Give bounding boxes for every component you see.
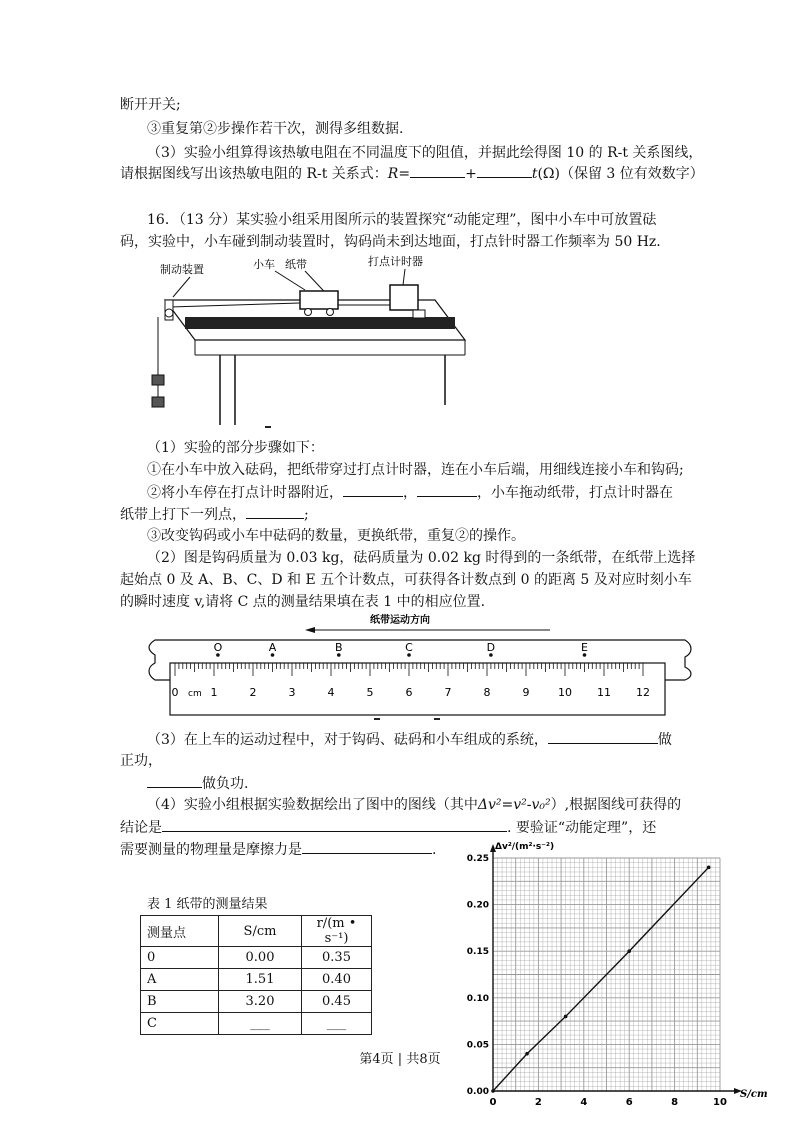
formula-t: t [531,166,538,182]
page-footer: 第4页 | 共8页 [359,1052,441,1067]
answer-blank[interactable] [246,504,304,519]
text-line [147,773,248,794]
answer-blank[interactable] [147,773,202,788]
text-segment: ②将小车停在打点计时器附近， [147,485,343,501]
table-header-row [141,916,372,947]
table-caption: 表 1 纸带的测量结果 [147,897,268,912]
table-cell: 3.20 [219,991,302,1013]
table-row [141,969,372,991]
data-point [491,1089,495,1093]
table-header: 测量点 [141,916,219,947]
apparatus-figure [145,255,475,435]
text-line [147,482,673,503]
text-segment: 结论是 [120,820,162,836]
ruler-label: 6 [405,686,413,699]
tape-point-label: B [335,641,343,654]
text-line [147,795,681,815]
tape-point-label: D [486,641,496,654]
answer-blank[interactable] [477,163,532,178]
plus-sign: + [465,166,477,182]
table-cell: 0.35 [302,947,372,969]
label-cart: 小车 [253,258,275,271]
data-point [707,866,711,870]
tape-point-label: O [213,641,223,654]
ruler-label: 2 [249,686,257,699]
x-tick-label: 4 [580,1097,588,1108]
text-line [120,839,436,860]
tape-point-label: C [405,641,413,654]
text-line [120,817,656,838]
ruler-label: 10 [558,686,572,699]
cart [300,291,338,309]
text-segment: . 要验证“动能定理”，还 [507,820,657,836]
tape-ruler-figure [145,605,710,720]
question-16-line: 16．（13 分）某实验小组采用图所示的装置探究“动能定理”，图中小车中可放置砝 [147,212,657,228]
ruler [170,663,665,715]
text-line: 断开开关; [120,97,181,113]
ruler-label: 9 [522,686,530,699]
table-header: r/(m • s⁻¹) [302,916,372,947]
text-line: 起始点 0 及 A、B、C、D 和 E 五个计数点，可获得各计数点到 0 的距离 5 及对应时刻小车 [120,572,692,588]
text-segment: 请根据图线写出该热敏电阻的 R-t 关系式： [120,166,388,182]
measurement-table [140,915,372,1035]
x-tick-label: 2 [534,1097,542,1108]
text-segment: 需要测量的物理量是摩擦力是 [120,842,302,858]
ruler-label: 1 [210,686,218,699]
table-row [141,991,372,1013]
text-segment: 纸带上打下一列点， [120,507,246,523]
table-cell: 0.45 [302,991,372,1013]
hanging-weight [152,397,164,407]
ruler-label: 11 [597,686,611,699]
formula-delta-v: Δv²=v²-v₀² [477,797,551,813]
ruler-label: 12 [636,686,650,699]
text-line: ①在小车中放入砝码，把纸带穿过打点计时器，连在小车后端，用细线连接小车和钩码; [147,462,684,478]
text-segment: 做负功. [202,776,249,792]
text-line: ③改变钩码或小车中砝码的数量，更换纸带，重复②的操作。 [147,528,525,544]
text-segment: 做 [657,732,672,748]
tape-point-label: A [268,641,277,654]
answer-cell[interactable]: ___ [219,1013,302,1035]
label-brake: 制动装置 [160,263,204,276]
text-line: （2）图是钩码质量为 0.03 kg，砝码质量为 0.02 kg 时得到的一条纸带，在纸带上选择 [147,550,696,566]
text-segment: ，小车拖动纸带，打点计时器在 [477,485,673,501]
ruler-label: 7 [444,686,452,699]
text-segment: ; [304,507,309,523]
table-cell: C [141,1013,219,1035]
y-tick-label: 0.25 [466,854,489,864]
answer-blank[interactable] [162,817,507,832]
data-point [564,1015,568,1019]
table-cell: 0.40 [302,969,372,991]
text-line: 的瞬时速度 v,请将 C 点的测量结果填在表 1 中的相应位置. [120,594,486,610]
formula-R: R= [387,166,411,182]
answer-blank[interactable] [343,482,403,497]
answer-cell[interactable]: ___ [302,1013,372,1035]
answer-blank[interactable] [302,839,432,854]
answer-blank[interactable] [417,482,477,497]
text-line [120,504,309,525]
x-tick-label: 10 [713,1097,727,1108]
y-tick-label: 0.20 [466,900,489,911]
tape-point-label: E [581,641,588,654]
ruler-unit: cm [188,689,202,699]
table-cell: 1.51 [219,969,302,991]
x-tick-label: 6 [625,1097,633,1108]
answer-blank[interactable] [548,729,658,744]
y-tick-label: 0.10 [466,993,489,1004]
ruler-label: 8 [483,686,491,699]
timer-device [390,285,418,310]
table-row [141,947,372,969]
table-cell: A [141,969,219,991]
data-point [627,949,631,953]
table-cell: 0 [141,947,219,969]
text-line [147,729,672,750]
table-cell: B [141,991,219,1013]
track-board [185,317,455,329]
tape-direction-label: 纸带运动方向 [370,615,430,626]
text-line [120,163,704,184]
question-16-line: 码，实验中，小车碰到制动装置时，钩码尚未到达地面，打点针时器工作频率为 50 Hz. [120,234,661,250]
ruler-label: 4 [327,686,335,699]
table-header: S/cm [219,916,302,947]
text-segment: ）,根据图线可获得的 [550,797,682,813]
hanging-weight [152,375,164,385]
table-row [141,1013,372,1035]
ruler-label: 0 [171,686,179,699]
text-segment: （4）实验小组根据实验数据绘出了图中的图线（其中 [147,797,478,813]
y-tick-label: 0.05 [466,1040,489,1051]
ruler-label: 5 [366,686,374,699]
text-segment: . [432,842,437,858]
y-tick-label: 0.15 [466,947,489,958]
arrow-head [305,627,315,633]
y-axis-label: Δv²/(m²·s⁻²) [495,842,555,852]
ruler-label: 3 [288,686,296,699]
x-axis-label: S/cm [740,1089,768,1100]
answer-blank[interactable] [410,163,465,178]
text-line: （3）实验小组算得该热敏电阻在不同温度下的阻值，并据此绘得图 10 的 R-t 关系图线， [147,145,703,161]
text-line: ③重复第②步操作若干次，测得多组数据. [147,121,404,137]
text-segment: (Ω)（保留 3 位有效数字） [537,166,704,182]
text-segment: ， [403,485,417,501]
label-timer: 打点计时器 [368,255,423,268]
x-tick-label: 8 [671,1097,679,1108]
table-cell: 0.00 [219,947,302,969]
y-tick-label: 0.00 [466,1087,489,1097]
label-tape: 纸带 [285,258,307,271]
x-tick-label: 0 [489,1097,497,1108]
text-line: （1）实验的部分步骤如下： [147,440,324,456]
text-segment: （3）在上车的运动过程中，对于钩码、砝码和小车组成的系统， [147,732,548,748]
text-line: 正功， [120,753,162,769]
